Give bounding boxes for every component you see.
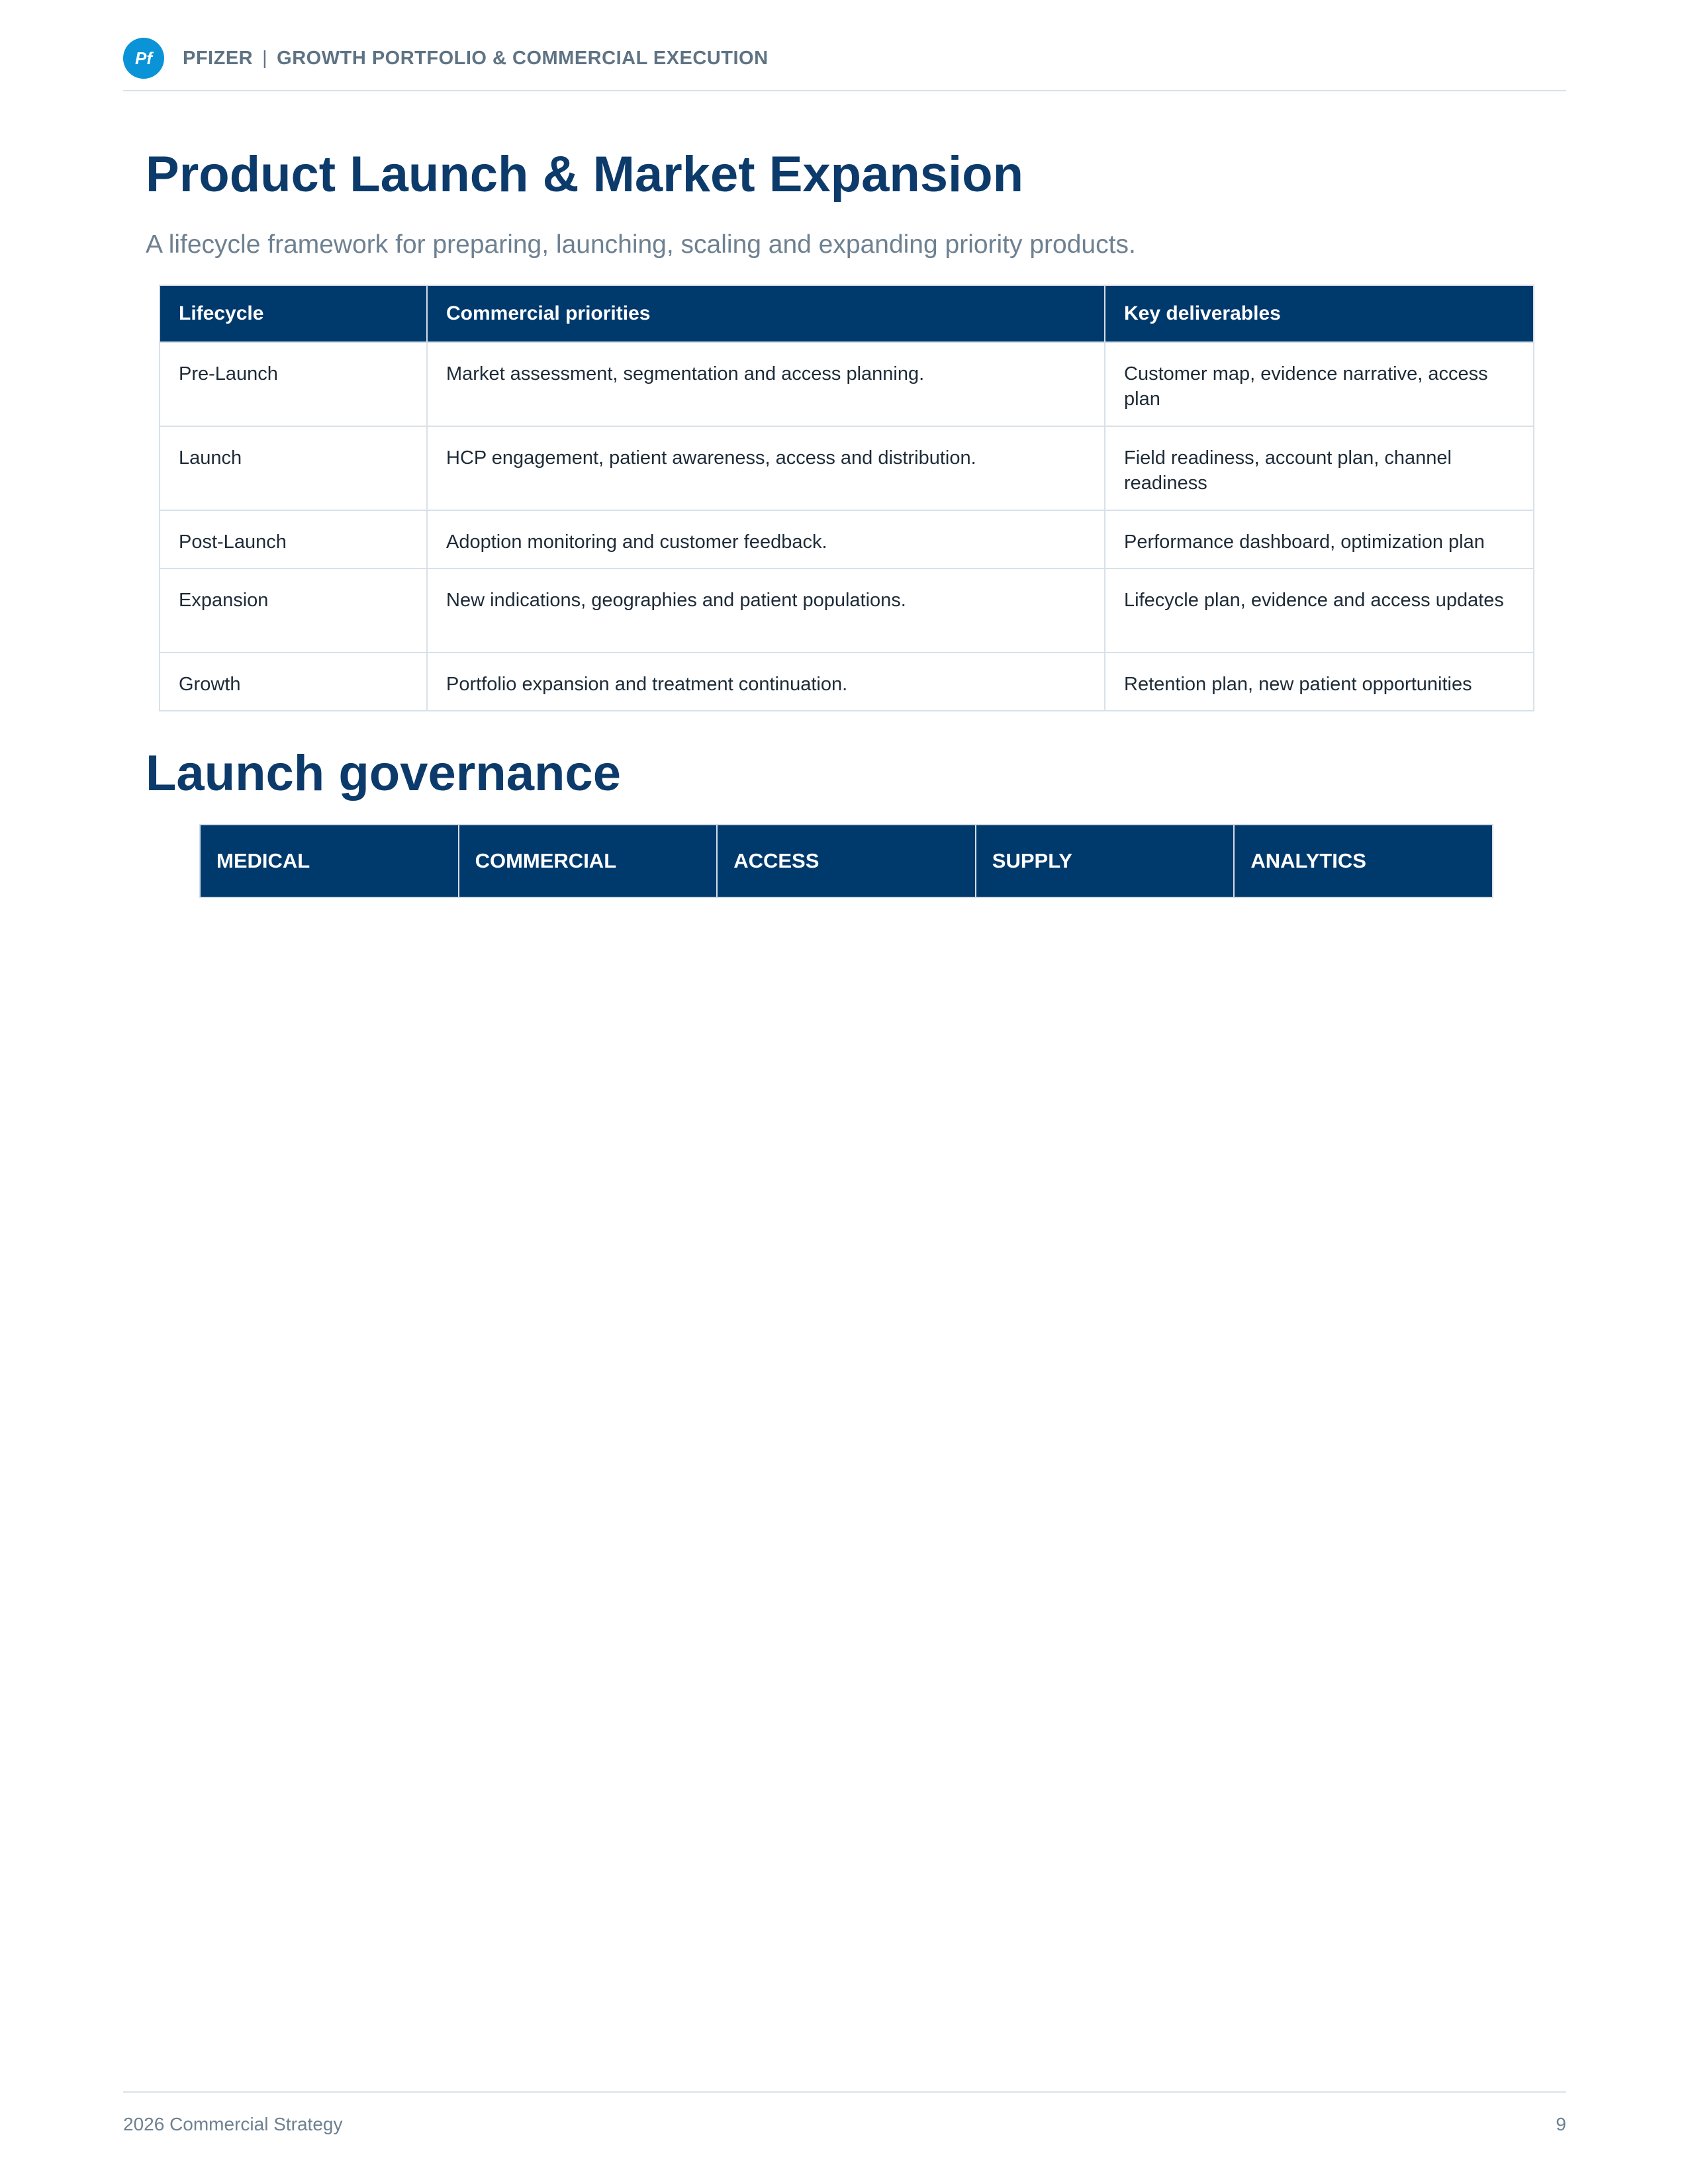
table-cell: Post-Launch xyxy=(160,510,427,569)
table-cell: Adoption monitoring and customer feedback. xyxy=(427,510,1105,569)
table-cell: Launch xyxy=(160,426,427,510)
header-text xyxy=(183,48,769,69)
table-cell: Retention plan, new patient opportunities xyxy=(1105,653,1534,711)
header-separator: | xyxy=(262,47,268,69)
table-cell: Performance dashboard, optimization plan xyxy=(1105,510,1534,569)
page-subtitle: A lifecycle framework for preparing, launching, scaling and expanding priority products. xyxy=(146,230,1136,259)
table-row xyxy=(160,569,1534,653)
table-cell: HCP engagement, patient awareness, access and distribution. xyxy=(427,426,1105,510)
governance-section-title: Launch governance xyxy=(146,745,621,801)
table-cell: Market assessment, segmentation and access planning. xyxy=(427,342,1105,426)
table-cell: Growth xyxy=(160,653,427,711)
table-cell: Pre-Launch xyxy=(160,342,427,426)
page-title: Product Launch & Market Expansion xyxy=(146,146,1023,203)
column-header-commercial-priorities: Commercial priorities xyxy=(427,285,1105,342)
table-row xyxy=(160,342,1534,426)
table-cell: Expansion xyxy=(160,569,427,653)
table-cell: Field readiness, account plan, channel readiness xyxy=(1105,426,1534,510)
column-header-lifecycle: Lifecycle xyxy=(160,285,427,342)
table-row xyxy=(160,510,1534,569)
governance-header-access: ACCESS xyxy=(717,825,976,897)
table-cell: Customer map, evidence narrative, access plan xyxy=(1105,342,1534,426)
governance-header-commercial: COMMERCIAL xyxy=(459,825,718,897)
table-cell: New indications, geographies and patient populations. xyxy=(427,569,1105,653)
governance-header-supply: SUPPLY xyxy=(976,825,1235,897)
table-cell: Portfolio expansion and treatment continuation. xyxy=(427,653,1105,711)
column-header-key-deliverables: Key deliverables xyxy=(1105,285,1534,342)
footer-page-number: 9 xyxy=(1556,2114,1566,2134)
header-section: GROWTH PORTFOLIO & COMMERCIAL EXECUTION xyxy=(277,47,769,69)
table-row xyxy=(160,426,1534,510)
table-cell: Lifecycle plan, evidence and access updates xyxy=(1105,569,1534,653)
table-row xyxy=(160,653,1534,711)
page-header xyxy=(123,33,1566,91)
footer-document-title: 2026 Commercial Strategy xyxy=(123,2114,343,2134)
governance-header-analytics: ANALYTICS xyxy=(1234,825,1493,897)
governance-header-medical: MEDICAL xyxy=(200,825,459,897)
table-header-row xyxy=(160,285,1534,342)
governance-header-row xyxy=(200,825,1493,897)
governance-table xyxy=(199,824,1493,898)
header-company: PFIZER xyxy=(183,47,254,69)
lifecycle-table xyxy=(159,285,1534,711)
pfizer-logo-icon: Pf xyxy=(123,38,164,79)
page-footer xyxy=(123,2091,1566,2144)
